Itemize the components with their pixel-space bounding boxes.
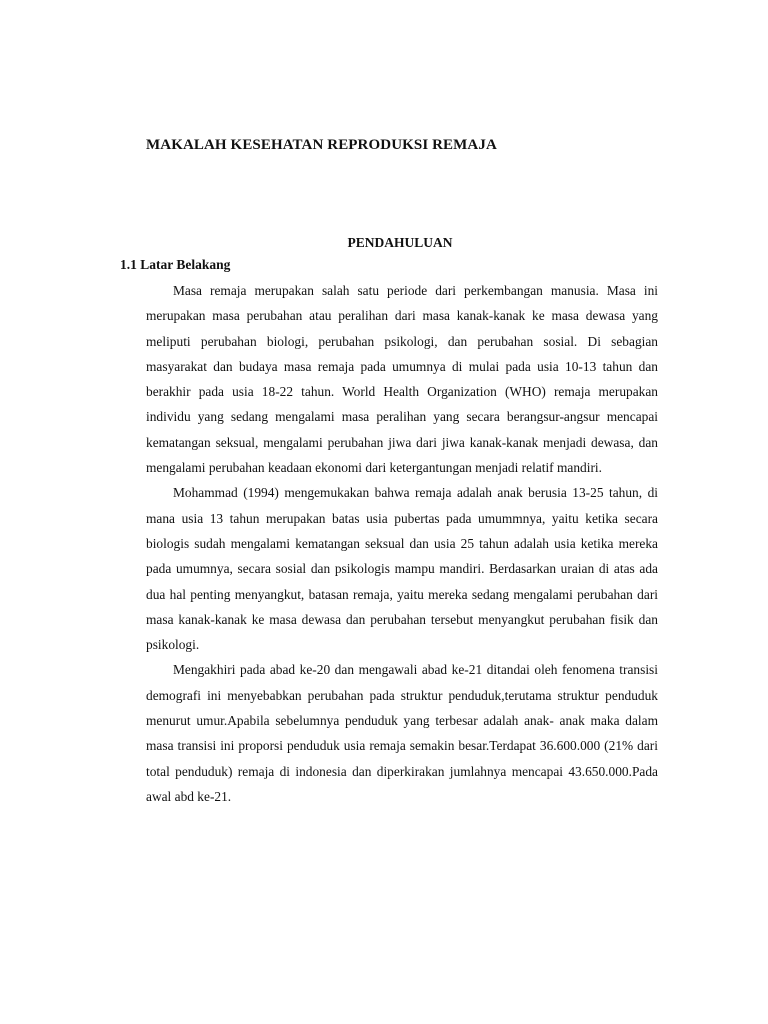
section-heading: PENDAHULUAN bbox=[347, 235, 453, 250]
document-title: MAKALAH KESEHATAN REPRODUKSI REMAJA bbox=[146, 137, 497, 153]
body-text bbox=[146, 278, 658, 809]
paragraph-2: Mohammad (1994) mengemukakan bahwa remaja adalah anak berusia 13-25 tahun, di mana usia 13 tahun merupakan batas usia pubertas pada umummnya, yaitu ketika secara biologis sudah mengalami kematangan seksual dan usia 25 tahun adalah usia ketika mereka pada umumnya, secara sosial dan psikologis mampu mandiri. Berdasarkan uraian di atas ada dua hal penting menyangkut, batasan remaja, yaitu mereka sedang mengalami perubahan dari masa kanak-kanak ke masa dewasa dan perubahan tersebut menyangkut perubahan fisik dan psikologi. bbox=[146, 485, 658, 653]
subsection-heading: 1.1 Latar Belakang bbox=[120, 257, 231, 272]
paragraph-3: Mengakhiri pada abad ke-20 dan mengawali abad ke-21 ditandai oleh fenomena transisi demografi ini menyebabkan perubahan pada struktur penduduk,terutama struktur penduduk menurut umur.Apabila sebelumnya penduduk yang terbesar adalah anak- anak maka dalam masa transisi ini proporsi penduduk usia remaja semakin besar.Terdapat 36.600.000 (21% dari total penduduk) remaja di indonesia dan diperkirakan jumlahnya mencapai 43.650.000.Pada awal abd ke-21. bbox=[146, 662, 658, 804]
paragraph-1: Masa remaja merupakan salah satu periode dari perkembangan manusia. Masa ini merupakan masa perubahan atau peralihan dari masa kanak-kanak ke masa dewasa yang meliputi perubahan biologi, perubahan psikologi, dan perubahan sosial. Di sebagian masyarakat dan budaya masa remaja pada umumnya di mulai pada usia 10-13 tahun dan berakhir pada usia 18-22 tahun. World Health Organization (WHO) remaja merupakan individu yang sedang mengalami masa peralihan yang secara berangsur-angsur mencapai kematangan seksual, mengalami perubahan jiwa dari jiwa kanak-kanak menjadi dewasa, dan mengalami perubahan keadaan ekonomi dari ketergantungan menjadi relatif mandiri. bbox=[146, 283, 658, 476]
